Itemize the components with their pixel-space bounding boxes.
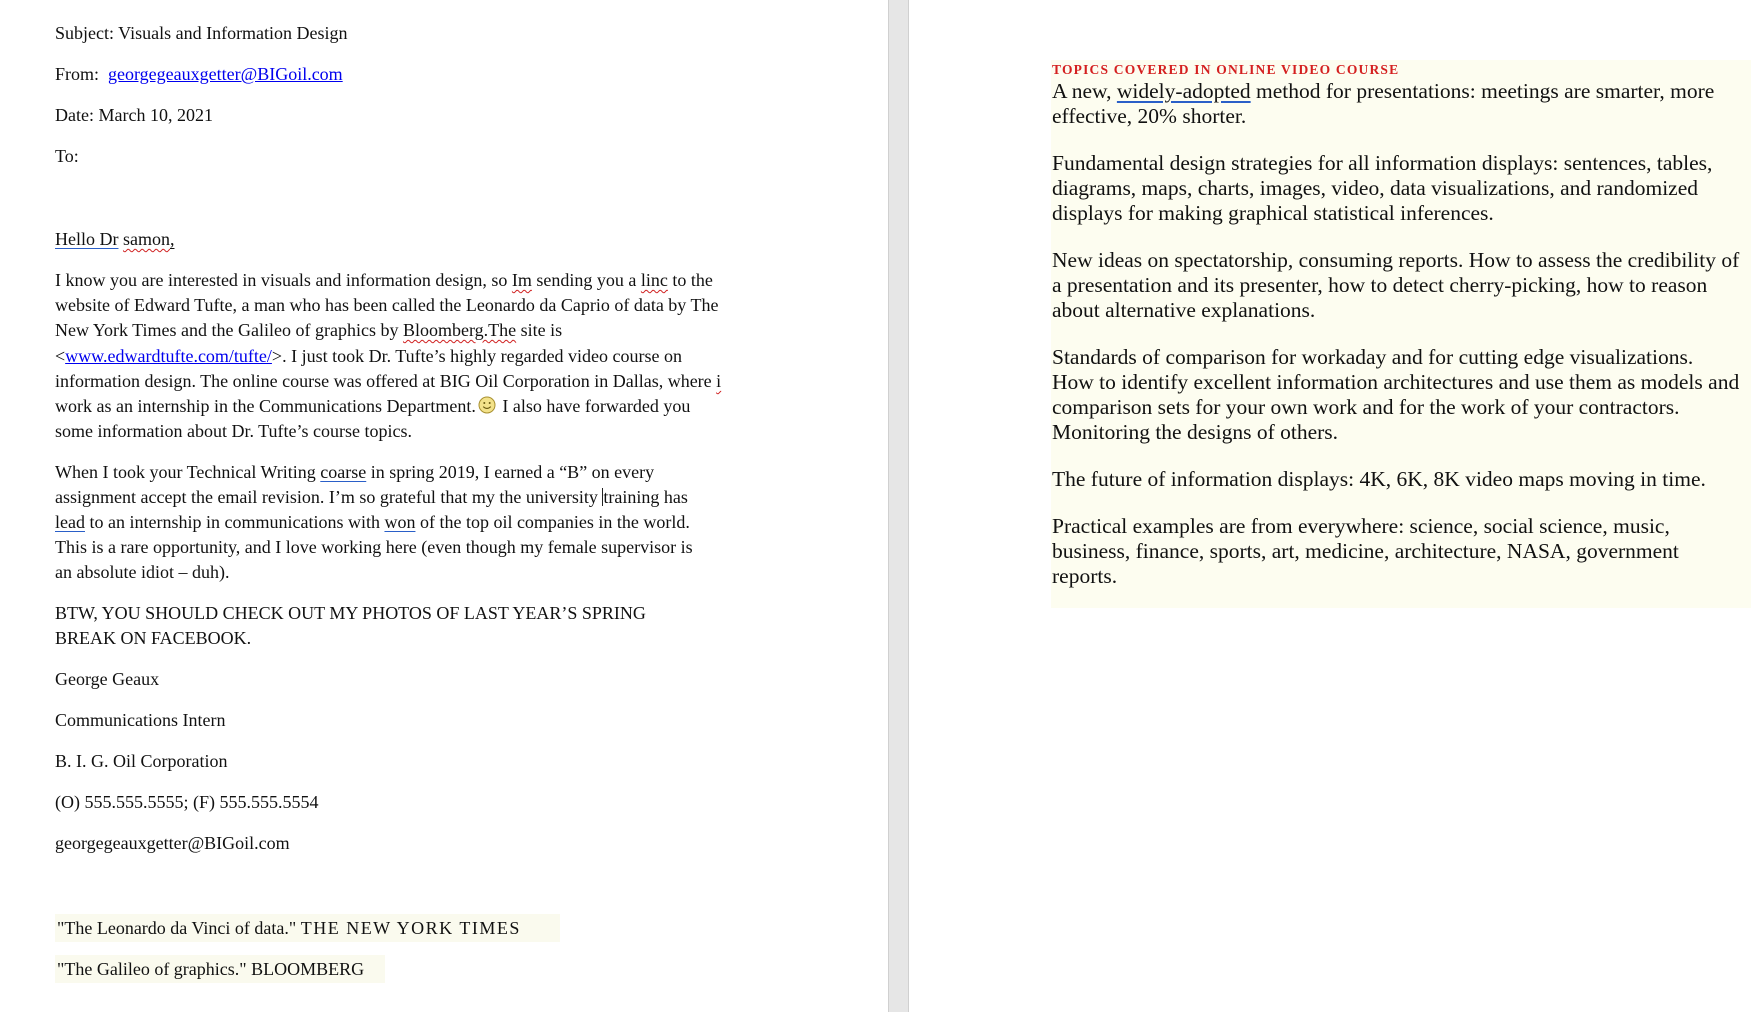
paragraph-1-line-4 xyxy=(55,345,682,367)
quote-source: BLOOMBERG xyxy=(251,959,365,979)
grammar-flag-word: lead xyxy=(55,512,85,532)
text-run: method for presentations: meetings are smarter, more xyxy=(1250,79,1715,103)
topic-6-line-3: reports. xyxy=(1052,564,1118,588)
paragraph-1-line-3 xyxy=(55,319,562,341)
paragraph-2-line-2 xyxy=(55,486,688,508)
subject-line: Subject: Visuals and Information Design xyxy=(55,23,348,43)
grammar-flag-word: won xyxy=(384,512,416,532)
topic-2-line-2: diagrams, maps, charts, images, video, data visualizations, and randomized xyxy=(1052,176,1699,200)
spelling-error-word: Im xyxy=(511,270,532,290)
greeting-dr: Hello Dr xyxy=(55,229,119,249)
text-run: in spring 2019, I earned a “B” on every xyxy=(366,462,655,482)
topic-3-line-3: about alternative explanations. xyxy=(1052,298,1316,322)
topics-heading: TOPICS COVERED IN ONLINE VIDEO COURSE xyxy=(1052,62,1400,77)
topic-5-line-1: The future of information displays: 4K, 6K, 8K video maps moving in time. xyxy=(1052,467,1706,491)
paragraph-3-line-1: BTW, YOU SHOULD CHECK OUT MY PHOTOS OF LAST YEAR’S SPRING xyxy=(55,603,646,623)
paragraph-1-line-6 xyxy=(55,395,690,417)
quote-1 xyxy=(57,917,521,939)
topic-3-line-1: New ideas on spectatorship, consuming reports. How to assess the credibility of xyxy=(1052,248,1740,272)
greeting-name: samon xyxy=(122,229,170,249)
text-run: work as an internship in the Communications Department. xyxy=(55,396,476,416)
topic-4-line-1: Standards of comparison for workaday and for cutting edge visualizations. xyxy=(1052,345,1694,369)
topic-2-line-3: displays for making graphical statistical inferences. xyxy=(1052,201,1494,225)
page-gutter xyxy=(888,0,909,1012)
to-line: To: xyxy=(55,146,79,166)
date-line: Date: March 10, 2021 xyxy=(55,105,213,125)
paragraph-1-line-7: some information about Dr. Tufte’s course topics. xyxy=(55,421,412,441)
from-email-link[interactable]: georgegeauxgetter@BIGoil.com xyxy=(108,64,343,84)
spelling-error-word: i xyxy=(716,371,722,391)
from-line xyxy=(55,63,343,85)
text-run: to the xyxy=(667,270,713,290)
topic-6-line-2: business, finance, sports, art, medicine, architecture, NASA, government xyxy=(1052,539,1679,563)
topic-1-line-2: effective, 20% shorter. xyxy=(1052,104,1247,128)
topic-6-line-1: Practical examples are from everywhere: science, social science, music, xyxy=(1052,514,1670,538)
grammar-flag-word: widely-adopted xyxy=(1116,79,1251,103)
greeting-comma: , xyxy=(169,229,175,249)
paragraph-1-line-1 xyxy=(55,269,713,291)
spelling-error-word: Bloomberg.The xyxy=(402,320,517,340)
text-run: training has xyxy=(603,487,688,507)
topic-3-line-2: a presentation and its presenter, how to detect cherry-picking, how to reason xyxy=(1052,273,1708,297)
text-run: to an internship in communications with xyxy=(84,512,385,532)
text-run: A new, xyxy=(1052,79,1117,103)
tufte-website-link[interactable]: www.edwardtufte.com/tufte/ xyxy=(65,346,272,366)
text-run: I know you are interested in visuals and information design, so xyxy=(55,270,512,290)
spelling-error-word: linc xyxy=(640,270,668,290)
text-run: < xyxy=(55,346,66,366)
text-run: sending you a xyxy=(531,270,641,290)
signature-title: Communications Intern xyxy=(55,710,226,730)
paragraph-2-line-4: This is a rare opportunity, and I love working here (even though my female supervisor is xyxy=(55,537,693,557)
text-run: I also have forwarded you xyxy=(497,396,691,416)
paragraph-1-line-2: website of Edward Tufte, a man who has been called the Leonardo da Caprio of data by The xyxy=(55,295,719,315)
text-run: site is xyxy=(516,320,563,340)
paragraph-1-line-5 xyxy=(55,370,721,392)
topic-4-line-4: Monitoring the designs of others. xyxy=(1052,420,1339,444)
text-run: >. I just took Dr. Tufte’s highly regarded video course on xyxy=(271,346,683,366)
paragraph-2-line-3 xyxy=(55,511,690,533)
text-run: New York Times and the Galileo of graphics by xyxy=(55,320,403,340)
paragraph-2-line-5: an absolute idiot – duh). xyxy=(55,562,230,582)
topic-4-line-2: How to identify excellent information architectures and use them as models and xyxy=(1052,370,1740,394)
signature-email: georgegeauxgetter@BIGoil.com xyxy=(55,833,290,853)
text-run: of the top oil companies in the world. xyxy=(415,512,690,532)
quote-text: "The Leonardo da Vinci of data." xyxy=(57,918,301,938)
quote-2 xyxy=(57,958,364,980)
text-run: information design. The online course was offered at BIG Oil Corporation in Dallas, where xyxy=(55,371,717,391)
paragraph-2-line-1 xyxy=(55,461,654,483)
smiley-emoticon-icon xyxy=(478,396,496,414)
text-run: When I took your Technical Writing xyxy=(55,462,321,482)
greeting xyxy=(55,228,174,250)
quote-source: THE NEW YORK TIMES xyxy=(300,918,521,938)
paragraph-3-line-2: BREAK ON FACEBOOK. xyxy=(55,628,252,648)
topic-2-line-1: Fundamental design strategies for all information displays: sentences, tables, xyxy=(1052,151,1713,175)
text-run: assignment accept the email revision. I’m so grateful that my the university xyxy=(55,487,603,507)
from-label: From: xyxy=(55,64,100,84)
topic-4-line-3: comparison sets for your own work and for the work of your contractors. xyxy=(1052,395,1680,419)
topic-1-line-1 xyxy=(1052,79,1714,104)
quote-text: "The Galileo of graphics." xyxy=(57,959,252,979)
signature-name: George Geaux xyxy=(55,669,160,689)
signature-company: B. I. G. Oil Corporation xyxy=(55,751,228,771)
grammar-flag-word: coarse xyxy=(320,462,367,482)
signature-phone: (O) 555.555.5555; (F) 555.555.5554 xyxy=(55,792,319,812)
